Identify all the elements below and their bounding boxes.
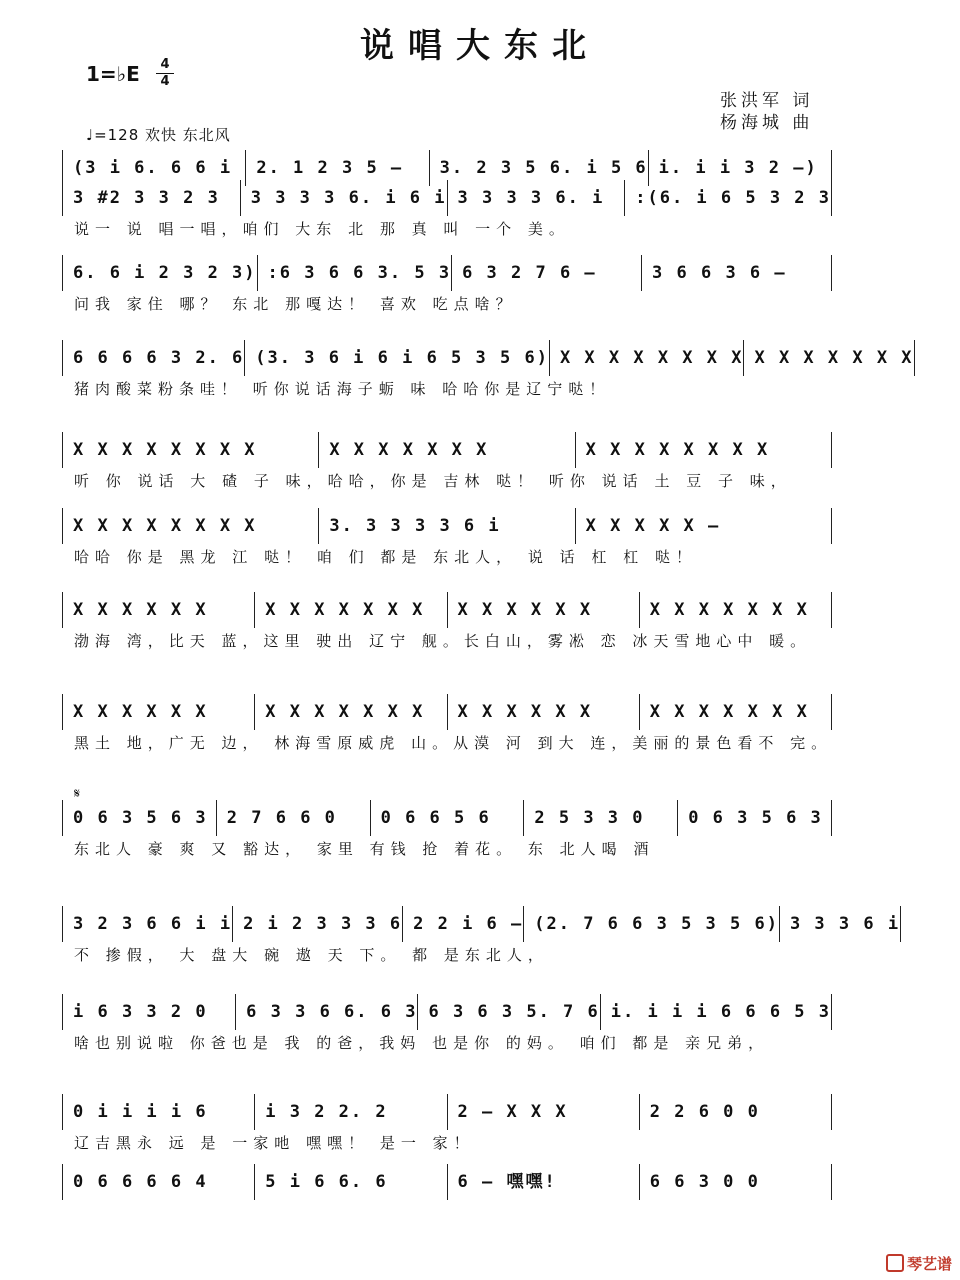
lyric-line: 啥也别说啦 你爸也是 我 的爸，我妈 也是你 的妈。 咱们 都是 亲兄弟， <box>74 1034 770 1052</box>
measure: 0 6 6 5 6 <box>371 800 525 836</box>
measure: X X X X X X X <box>744 340 914 376</box>
measure: :6 3 6 6 3. 5 3 <box>258 255 453 291</box>
score-line <box>62 906 901 964</box>
measure: 6 3 6 3 5. 7 6 <box>418 994 600 1030</box>
measure: (3. 3 6 i 6 i 6 5 3 5 6) <box>245 340 550 376</box>
meter-bottom: 4 <box>160 74 170 89</box>
measure: 2 – X X X <box>448 1094 640 1130</box>
score-line <box>62 800 832 858</box>
lyric-line: 说一 说 唱一唱，咱们 大东 北 那 真 叫 一个 美。 <box>74 220 570 238</box>
measure-row <box>62 1094 832 1130</box>
meter-top: 4 <box>160 57 170 72</box>
measure-row <box>62 694 832 730</box>
measure: 6 6 3 0 0 <box>640 1164 832 1200</box>
score-line <box>62 994 832 1052</box>
score-line <box>62 1164 832 1214</box>
score-line <box>62 180 832 238</box>
lyric-line: 哈哈 你是 黑龙 江 哒！ 咱 们 都是 东北人， 说 话 杠 杠 哒！ <box>74 548 697 566</box>
composer-credit: 杨海城 曲 <box>720 113 814 133</box>
site-watermark <box>886 1253 952 1274</box>
measure-row <box>62 994 832 1030</box>
measure: X X X X X X <box>62 694 255 730</box>
segno-sign: 𝄋 <box>74 786 81 802</box>
measure: 5 i 6 6. 6 <box>255 1164 447 1200</box>
measure: X X X X X X X X <box>62 508 319 544</box>
measure-row <box>62 340 914 376</box>
measure: X X X X X X X <box>640 592 832 628</box>
key-signature: 1=♭E <box>86 62 140 86</box>
measure: X X X X X X X X <box>550 340 745 376</box>
measure: 2. 1 2 3 5 – <box>246 150 429 186</box>
measure: (2. 7 6 6 3 5 3 5 6) <box>524 906 780 942</box>
measure: X X X X X X X <box>255 694 447 730</box>
score-line <box>62 508 832 566</box>
measure-row <box>62 592 832 628</box>
measure: 6 – 嘿嘿! <box>448 1164 640 1200</box>
score-line <box>62 340 914 398</box>
song-title: 说唱大东北 <box>360 26 600 66</box>
measure: 6 3 3 6 6. 6 3 <box>236 994 418 1030</box>
lyric-line: 不 掺假， 大 盘大 碗 遨 天 下。 都 是东北人， <box>74 946 549 964</box>
measure: 3. 2 3 5 6. i 5 6 <box>430 150 649 186</box>
measure: X X X X X X X X <box>576 432 832 468</box>
measure: i. i i i 6 6 6 5 3 <box>601 994 832 1030</box>
measure: 0 6 3 5 6 3 <box>62 800 217 836</box>
measure: 2 i 2 3 3 3 6 <box>233 906 403 942</box>
measure: 6 3 2 7 6 – <box>452 255 642 291</box>
tempo-marking: ♩=128 欢快 东北风 <box>86 126 231 144</box>
measure: X X X X X – <box>576 508 832 544</box>
score-line <box>62 694 833 752</box>
measure: X X X X X X X <box>255 592 447 628</box>
measure: :(6. i 6 5 3 2 3 <box>625 180 832 216</box>
measure: 6. 6 i 2 3 2 3) <box>62 255 258 291</box>
lyricist-credit: 张洪军 词 <box>720 91 814 111</box>
measure: 0 i i i i 6 <box>62 1094 255 1130</box>
measure: 3 6 6 3 6 – <box>642 255 832 291</box>
measure: X X X X X X X X <box>62 432 319 468</box>
measure: 2 7 6 6 0 <box>217 800 371 836</box>
measure: i 6 3 3 2 0 <box>62 994 236 1030</box>
measure-row <box>62 180 832 216</box>
measure: 0 6 6 6 6 4 <box>62 1164 255 1200</box>
score-line <box>62 592 832 650</box>
measure-row <box>62 508 832 544</box>
measure: 2 5 3 3 0 <box>524 800 678 836</box>
logo-icon <box>886 1254 904 1272</box>
measure: X X X X X X X <box>319 432 575 468</box>
measure: 3 3 3 3 6. i <box>448 180 626 216</box>
measure: 3 3 3 3 6. i 6 i <box>241 180 448 216</box>
measure: X X X X X X <box>62 592 255 628</box>
lyric-line: 问我 家住 哪？ 东北 那嘎达！ 喜欢 吃点啥？ <box>74 295 517 313</box>
measure: 3. 3 3 3 3 6 i <box>319 508 575 544</box>
score-line <box>62 1094 832 1152</box>
measure: 6 6 6 6 3 2. 6 <box>62 340 245 376</box>
measure: 2 2 6 0 0 <box>640 1094 832 1130</box>
lyric-line: 东北人 豪 爽 又 豁达， 家里 有钱 抢 着花。 东 北人喝 酒 <box>74 840 655 858</box>
lyric-line: 猪肉酸菜粉条哇！ 听你说话海子蛎 味 哈哈你是辽宁哒！ <box>74 380 611 398</box>
measure-row <box>62 432 832 468</box>
measure: 3 #2 3 3 2 3 <box>62 180 241 216</box>
measure: 0 6 3 5 6 3 <box>678 800 832 836</box>
measure-row <box>62 255 832 291</box>
measure: i. i i 3 2 –) <box>649 150 832 186</box>
measure-row <box>62 800 832 836</box>
measure: X X X X X X <box>448 694 640 730</box>
measure: i 3 2 2. 2 <box>255 1094 447 1130</box>
measure: X X X X X X <box>448 592 640 628</box>
measure: (3 i 6. 6 6 i <box>62 150 246 186</box>
measure: 2 2 i 6 – <box>403 906 524 942</box>
measure: 3 3 3 6 i <box>780 906 901 942</box>
lyric-line: 黑土 地，广无 边， 林海雪原威虎 山。从漠 河 到大 连，美丽的景色看不 完。 <box>74 734 833 752</box>
lyric-line: 渤海 湾，比天 蓝，这里 驶出 辽宁 舰。长白山，雾凇 恋 冰天雪地心中 暖。 <box>74 632 812 650</box>
score-line <box>62 255 832 313</box>
watermark-text: 琴艺谱 <box>906 1255 952 1273</box>
lyric-line: 听 你 说话 大 碴 子 味，哈哈，你是 吉林 哒！ 听你 说话 土 豆 子 味， <box>74 472 792 490</box>
measure: X X X X X X X <box>640 694 832 730</box>
measure-row <box>62 1164 832 1200</box>
lyric-line: 辽吉黑永 远 是 一家吔 嘿嘿！ 是一 家！ <box>74 1134 475 1152</box>
measure: 3 2 3 6 6 i i <box>62 906 233 942</box>
time-signature <box>156 58 174 89</box>
score-line <box>62 432 832 490</box>
measure-row <box>62 906 901 942</box>
